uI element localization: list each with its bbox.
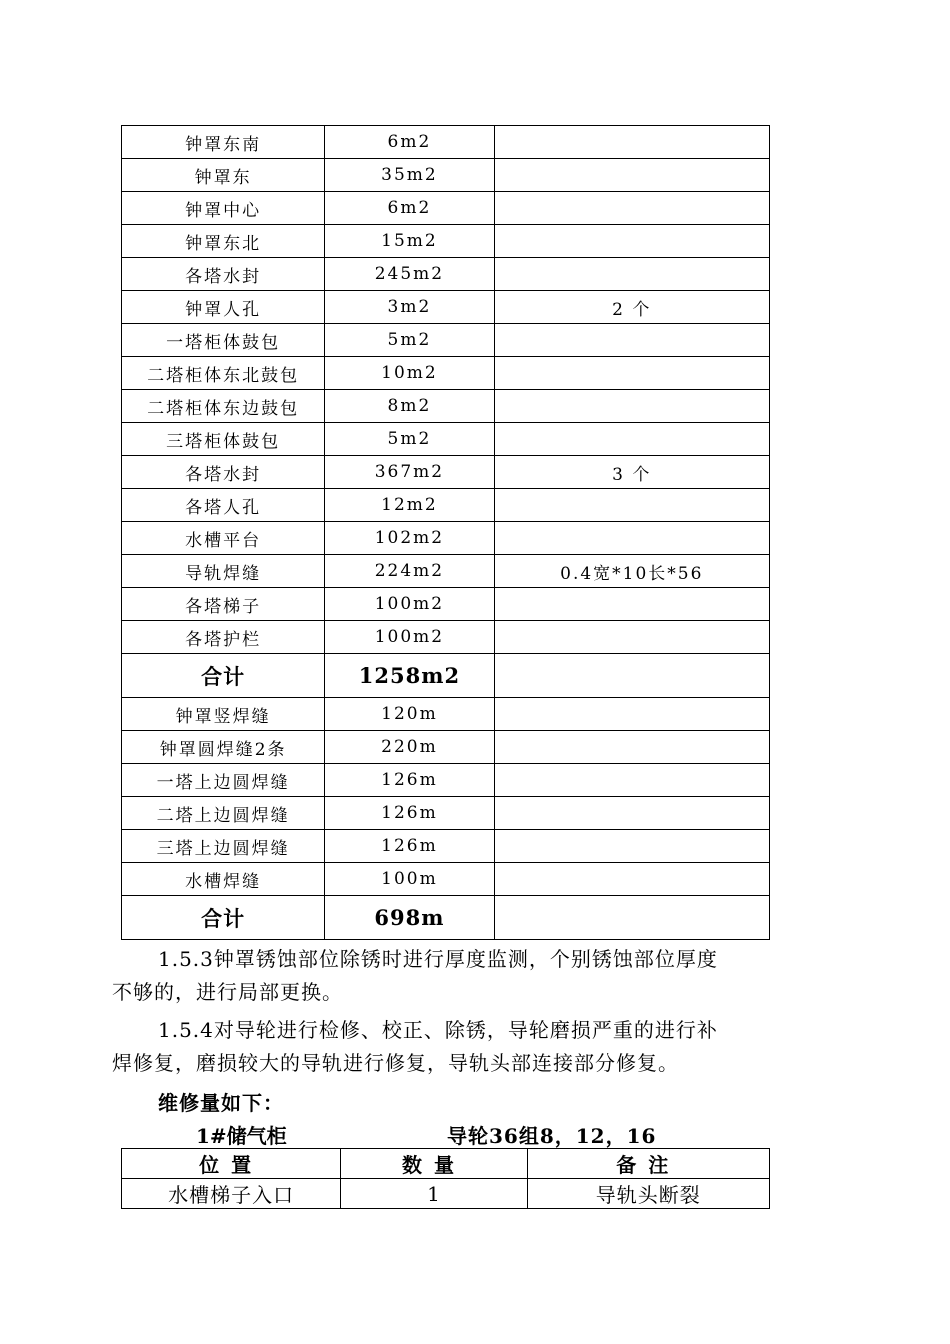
cell-note: [494, 390, 769, 423]
cell-note: 导轨头断裂: [527, 1179, 769, 1209]
repair-table-header: [122, 1149, 770, 1179]
cell-quantity: 35m2: [325, 159, 494, 192]
header-quantity: 数量: [341, 1149, 527, 1179]
cell-item: 导轨焊缝: [122, 555, 325, 588]
cell-quantity: 102m2: [325, 522, 494, 555]
cell-item: 二塔上边圆焊缝: [122, 797, 325, 830]
cell-note: [494, 192, 769, 225]
cell-quantity: 6m2: [325, 126, 494, 159]
cell-item: 三塔上边圆焊缝: [122, 830, 325, 863]
cell-quantity: 220m: [325, 731, 494, 764]
cell-note: [494, 489, 769, 522]
cell-note: [494, 830, 769, 863]
cell-note: [494, 423, 769, 456]
cell-note: [494, 126, 769, 159]
table-row: [122, 830, 770, 863]
cell-quantity: 10m2: [325, 357, 494, 390]
cell-item: 合计: [122, 896, 325, 940]
cell-quantity: 120m: [325, 698, 494, 731]
cell-quantity: 126m: [325, 830, 494, 863]
cell-quantity: 1: [341, 1179, 527, 1209]
cell-quantity: 5m2: [325, 324, 494, 357]
table-row: [122, 588, 770, 621]
table-row: [122, 291, 770, 324]
table-row: [122, 698, 770, 731]
paragraph-line: 1.5.4对导轮进行检修、校正、除锈，导轮磨损严重的进行补: [158, 1018, 718, 1042]
cell-quantity: 100m2: [325, 621, 494, 654]
cell-note: [494, 324, 769, 357]
cell-item: 二塔柜体东边鼓包: [122, 390, 325, 423]
cell-note: [494, 522, 769, 555]
cell-quantity: 3m2: [325, 291, 494, 324]
cell-item: 钟罩人孔: [122, 291, 325, 324]
total-row: [122, 896, 770, 940]
cell-note: [494, 797, 769, 830]
table-row: [122, 522, 770, 555]
cell-note: [494, 159, 769, 192]
cell-quantity: 698m: [325, 896, 494, 940]
cell-quantity: 224m2: [325, 555, 494, 588]
cell-item: 各塔水封: [122, 258, 325, 291]
table-row: [122, 456, 770, 489]
table-row: [122, 423, 770, 456]
cell-item: 钟罩东北: [122, 225, 325, 258]
cell-item: 三塔柜体鼓包: [122, 423, 325, 456]
cell-item: 钟罩东: [122, 159, 325, 192]
cell-item: 钟罩中心: [122, 192, 325, 225]
cell-note: [494, 588, 769, 621]
cell-item: 二塔柜体东北鼓包: [122, 357, 325, 390]
cell-note: [494, 258, 769, 291]
table-row: [122, 621, 770, 654]
cell-item: 水槽焊缝: [122, 863, 325, 896]
cell-note: 0.4宽*10长*56: [494, 555, 769, 588]
cell-item: 钟罩竖焊缝: [122, 698, 325, 731]
cell-quantity: 5m2: [325, 423, 494, 456]
cell-quantity: 126m: [325, 764, 494, 797]
paragraph-thickness-monitoring: [112, 943, 822, 1009]
cell-item: 水槽平台: [122, 522, 325, 555]
cell-note: 3 个: [494, 456, 769, 489]
cell-note: [494, 764, 769, 797]
tank-label: 1#储气柜: [196, 1124, 287, 1148]
cell-note: [494, 621, 769, 654]
cell-item: 钟罩圆焊缝2条: [122, 731, 325, 764]
repair-table: [121, 1148, 770, 1209]
cell-quantity: 367m2: [325, 456, 494, 489]
table-row: [122, 324, 770, 357]
total-row: [122, 654, 770, 698]
cell-item: 钟罩东南: [122, 126, 325, 159]
cell-item: 合计: [122, 654, 325, 698]
cell-item: 一塔柜体鼓包: [122, 324, 325, 357]
cell-note: [494, 731, 769, 764]
guide-wheel-label: 导轮36组8，12，16: [447, 1124, 657, 1148]
cell-quantity: 245m2: [325, 258, 494, 291]
table-row: [122, 390, 770, 423]
paragraph-line: 不够的，进行局部更换。: [112, 980, 343, 1004]
cell-note: [494, 225, 769, 258]
cell-note: [494, 698, 769, 731]
table-row: [122, 1179, 770, 1209]
quantity-table: [121, 125, 770, 940]
cell-position: 水槽梯子入口: [122, 1179, 341, 1209]
table-row: [122, 863, 770, 896]
paragraph-guide-wheel-repair: [112, 1014, 822, 1080]
cell-note: [494, 654, 769, 698]
cell-item: 各塔水封: [122, 456, 325, 489]
cell-item: 各塔梯子: [122, 588, 325, 621]
cell-item: 各塔人孔: [122, 489, 325, 522]
cell-note: [494, 896, 769, 940]
cell-note: [494, 863, 769, 896]
cell-quantity: 12m2: [325, 489, 494, 522]
table-row: [122, 764, 770, 797]
cell-item: 一塔上边圆焊缝: [122, 764, 325, 797]
table-row: [122, 159, 770, 192]
table-row: [122, 192, 770, 225]
cell-quantity: 6m2: [325, 192, 494, 225]
table-row: [122, 731, 770, 764]
repair-section-title: 维修量如下：: [158, 1091, 284, 1115]
table-row: [122, 489, 770, 522]
paragraph-line: 焊修复，磨损较大的导轨进行修复，导轨头部连接部分修复。: [112, 1051, 679, 1075]
header-position: 位置: [122, 1149, 341, 1179]
table-row: [122, 357, 770, 390]
cell-quantity: 8m2: [325, 390, 494, 423]
cell-note: 2 个: [494, 291, 769, 324]
cell-quantity: 100m2: [325, 588, 494, 621]
cell-quantity: 100m: [325, 863, 494, 896]
table-row: [122, 797, 770, 830]
table-row: [122, 225, 770, 258]
cell-quantity: 126m: [325, 797, 494, 830]
cell-note: [494, 357, 769, 390]
table-row: [122, 258, 770, 291]
paragraph-line: 1.5.3钟罩锈蚀部位除锈时进行厚度监测，个别锈蚀部位厚度: [158, 947, 718, 971]
cell-quantity: 1258m2: [325, 654, 494, 698]
header-note: 备注: [527, 1149, 769, 1179]
table-row: [122, 126, 770, 159]
cell-quantity: 15m2: [325, 225, 494, 258]
table-row: [122, 555, 770, 588]
cell-item: 各塔护栏: [122, 621, 325, 654]
